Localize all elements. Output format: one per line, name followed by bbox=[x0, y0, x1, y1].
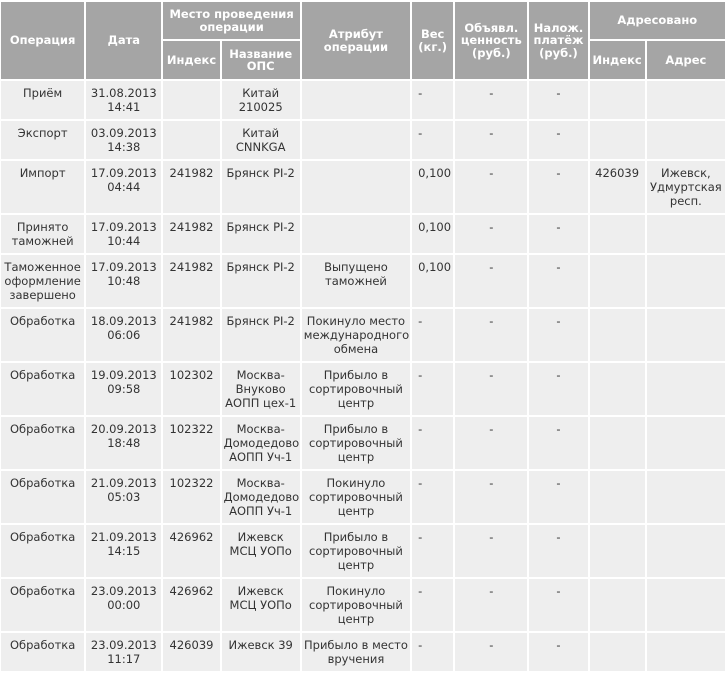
cell-addr-index bbox=[590, 121, 645, 159]
header-place-index: Индекс bbox=[163, 41, 219, 79]
cell-operation: Принято таможней bbox=[1, 215, 84, 253]
cell-operation: Обработка bbox=[1, 525, 84, 577]
header-date: Дата bbox=[86, 2, 161, 79]
cell-place: Москва-Внуково АОПП цех-1 bbox=[222, 363, 300, 415]
cell-attribute: Прибыло в сортировочный центр bbox=[302, 363, 410, 415]
cell-weight: - bbox=[412, 309, 453, 361]
cell-operation: Обработка bbox=[1, 579, 84, 631]
cell-attribute: Прибыло в сортировочный центр bbox=[302, 525, 410, 577]
cell-place: Ижевск МСЦ УОПо bbox=[222, 579, 300, 631]
cell-operation: Импорт bbox=[1, 161, 84, 213]
cell-weight: - bbox=[412, 417, 453, 469]
cell-address bbox=[647, 471, 725, 523]
cell-index: 241982 bbox=[163, 161, 219, 213]
cell-operation: Приём bbox=[1, 81, 84, 119]
cell-index: 426962 bbox=[163, 525, 219, 577]
header-weight: Вес (кг.) bbox=[412, 2, 453, 79]
cell-attribute: Покинуло сортировочный центр bbox=[302, 471, 410, 523]
cell-index: 241982 bbox=[163, 255, 219, 307]
cell-attribute bbox=[302, 161, 410, 213]
cell-weight: 0,100 bbox=[412, 161, 453, 213]
cell-index bbox=[163, 81, 219, 119]
cell-operation: Обработка bbox=[1, 471, 84, 523]
cell-value: - bbox=[455, 161, 527, 213]
cell-address bbox=[647, 633, 725, 671]
cell-addr-index bbox=[590, 579, 645, 631]
cell-place: Москва-Домодедово АОПП Уч-1 bbox=[222, 471, 300, 523]
header-addressed: Адресовано bbox=[590, 2, 725, 39]
cell-cod: - bbox=[529, 81, 587, 119]
cell-addr-index bbox=[590, 417, 645, 469]
cell-cod: - bbox=[529, 471, 587, 523]
cell-date: 21.09.2013 14:15 bbox=[86, 525, 161, 577]
table-row bbox=[1, 121, 725, 159]
cell-address bbox=[647, 121, 725, 159]
cell-address bbox=[647, 579, 725, 631]
header-operation: Операция bbox=[1, 2, 84, 79]
cell-operation: Обработка bbox=[1, 417, 84, 469]
cell-place: Китай 210025 bbox=[222, 81, 300, 119]
cell-index: 241982 bbox=[163, 215, 219, 253]
cell-date: 20.09.2013 18:48 bbox=[86, 417, 161, 469]
header-place: Место проведения операции bbox=[163, 2, 299, 39]
table-row bbox=[1, 417, 725, 469]
cell-index: 102322 bbox=[163, 417, 219, 469]
cell-addr-index bbox=[590, 525, 645, 577]
cell-cod: - bbox=[529, 633, 587, 671]
cell-weight: - bbox=[412, 525, 453, 577]
table-row bbox=[1, 363, 725, 415]
cell-cod: - bbox=[529, 525, 587, 577]
header-declared-value: Объявл. ценность (руб.) bbox=[455, 2, 527, 79]
cell-weight: - bbox=[412, 81, 453, 119]
table-row bbox=[1, 309, 725, 361]
table-row bbox=[1, 633, 725, 671]
cell-date: 03.09.2013 14:38 bbox=[86, 121, 161, 159]
cell-cod: - bbox=[529, 121, 587, 159]
cell-cod: - bbox=[529, 215, 587, 253]
cell-index bbox=[163, 121, 219, 159]
cell-address bbox=[647, 309, 725, 361]
cell-weight: 0,100 bbox=[412, 215, 453, 253]
header-address: Адрес bbox=[647, 41, 725, 79]
cell-date: 17.09.2013 10:44 bbox=[86, 215, 161, 253]
cell-addr-index bbox=[590, 363, 645, 415]
cell-attribute: Покинуло место международного обмена bbox=[302, 309, 410, 361]
table-row bbox=[1, 215, 725, 253]
header-cod: Налож. платёж (руб.) bbox=[529, 2, 587, 79]
cell-weight: - bbox=[412, 363, 453, 415]
cell-weight: - bbox=[412, 633, 453, 671]
cell-place: Китай CNNKGA bbox=[222, 121, 300, 159]
header-place-name: Название ОПС bbox=[222, 41, 300, 79]
cell-operation: Таможенное оформление завершено bbox=[1, 255, 84, 307]
cell-place: Ижевск 39 bbox=[222, 633, 300, 671]
cell-value: - bbox=[455, 309, 527, 361]
cell-operation: Обработка bbox=[1, 309, 84, 361]
table-body bbox=[1, 81, 725, 671]
cell-value: - bbox=[455, 471, 527, 523]
cell-attribute bbox=[302, 121, 410, 159]
cell-address bbox=[647, 417, 725, 469]
cell-weight: - bbox=[412, 121, 453, 159]
cell-date: 17.09.2013 10:48 bbox=[86, 255, 161, 307]
cell-weight: - bbox=[412, 471, 453, 523]
header-attribute: Атрибут операции bbox=[302, 2, 410, 79]
cell-date: 21.09.2013 05:03 bbox=[86, 471, 161, 523]
cell-date: 23.09.2013 11:17 bbox=[86, 633, 161, 671]
cell-date: 23.09.2013 00:00 bbox=[86, 579, 161, 631]
cell-value: - bbox=[455, 255, 527, 307]
cell-addr-index bbox=[590, 309, 645, 361]
cell-attribute: Прибыло в место вручения bbox=[302, 633, 410, 671]
cell-value: - bbox=[455, 417, 527, 469]
cell-address bbox=[647, 255, 725, 307]
cell-value: - bbox=[455, 215, 527, 253]
cell-value: - bbox=[455, 633, 527, 671]
cell-cod: - bbox=[529, 309, 587, 361]
cell-cod: - bbox=[529, 161, 587, 213]
cell-address: Ижевск, Удмуртская респ. bbox=[647, 161, 725, 213]
cell-attribute bbox=[302, 81, 410, 119]
cell-addr-index bbox=[590, 81, 645, 119]
cell-index: 102322 bbox=[163, 471, 219, 523]
cell-attribute: Прибыло в сортировочный центр bbox=[302, 417, 410, 469]
cell-weight: 0,100 bbox=[412, 255, 453, 307]
cell-weight: - bbox=[412, 579, 453, 631]
cell-index: 426962 bbox=[163, 579, 219, 631]
table-row bbox=[1, 579, 725, 631]
cell-operation: Экспорт bbox=[1, 121, 84, 159]
cell-address bbox=[647, 215, 725, 253]
table-row bbox=[1, 255, 725, 307]
header-row bbox=[1, 2, 725, 39]
cell-place: Брянск PI-2 bbox=[222, 161, 300, 213]
cell-cod: - bbox=[529, 417, 587, 469]
cell-cod: - bbox=[529, 363, 587, 415]
table-row bbox=[1, 81, 725, 119]
table-row bbox=[1, 525, 725, 577]
cell-operation: Обработка bbox=[1, 633, 84, 671]
cell-operation: Обработка bbox=[1, 363, 84, 415]
cell-cod: - bbox=[529, 255, 587, 307]
cell-index: 426039 bbox=[163, 633, 219, 671]
table-row bbox=[1, 161, 725, 213]
cell-addr-index bbox=[590, 255, 645, 307]
cell-address bbox=[647, 363, 725, 415]
cell-addr-index: 426039 bbox=[590, 161, 645, 213]
cell-value: - bbox=[455, 363, 527, 415]
cell-addr-index bbox=[590, 471, 645, 523]
cell-place: Брянск PI-2 bbox=[222, 255, 300, 307]
header-addr-index: Индекс bbox=[590, 41, 645, 79]
cell-place: Брянск PI-2 bbox=[222, 309, 300, 361]
cell-attribute bbox=[302, 215, 410, 253]
cell-value: - bbox=[455, 525, 527, 577]
cell-date: 19.09.2013 09:58 bbox=[86, 363, 161, 415]
cell-value: - bbox=[455, 579, 527, 631]
cell-attribute: Выпущено таможней bbox=[302, 255, 410, 307]
cell-cod: - bbox=[529, 579, 587, 631]
cell-place: Ижевск МСЦ УОПо bbox=[222, 525, 300, 577]
cell-address bbox=[647, 525, 725, 577]
cell-value: - bbox=[455, 121, 527, 159]
cell-date: 17.09.2013 04:44 bbox=[86, 161, 161, 213]
cell-attribute: Покинуло сортировочный центр bbox=[302, 579, 410, 631]
cell-addr-index bbox=[590, 633, 645, 671]
table-row bbox=[1, 471, 725, 523]
cell-date: 31.08.2013 14:41 bbox=[86, 81, 161, 119]
cell-date: 18.09.2013 06:06 bbox=[86, 309, 161, 361]
cell-place: Брянск PI-2 bbox=[222, 215, 300, 253]
cell-index: 241982 bbox=[163, 309, 219, 361]
cell-addr-index bbox=[590, 215, 645, 253]
cell-address bbox=[647, 81, 725, 119]
cell-place: Москва-Домодедово АОПП Уч-1 bbox=[222, 417, 300, 469]
cell-index: 102302 bbox=[163, 363, 219, 415]
cell-value: - bbox=[455, 81, 527, 119]
